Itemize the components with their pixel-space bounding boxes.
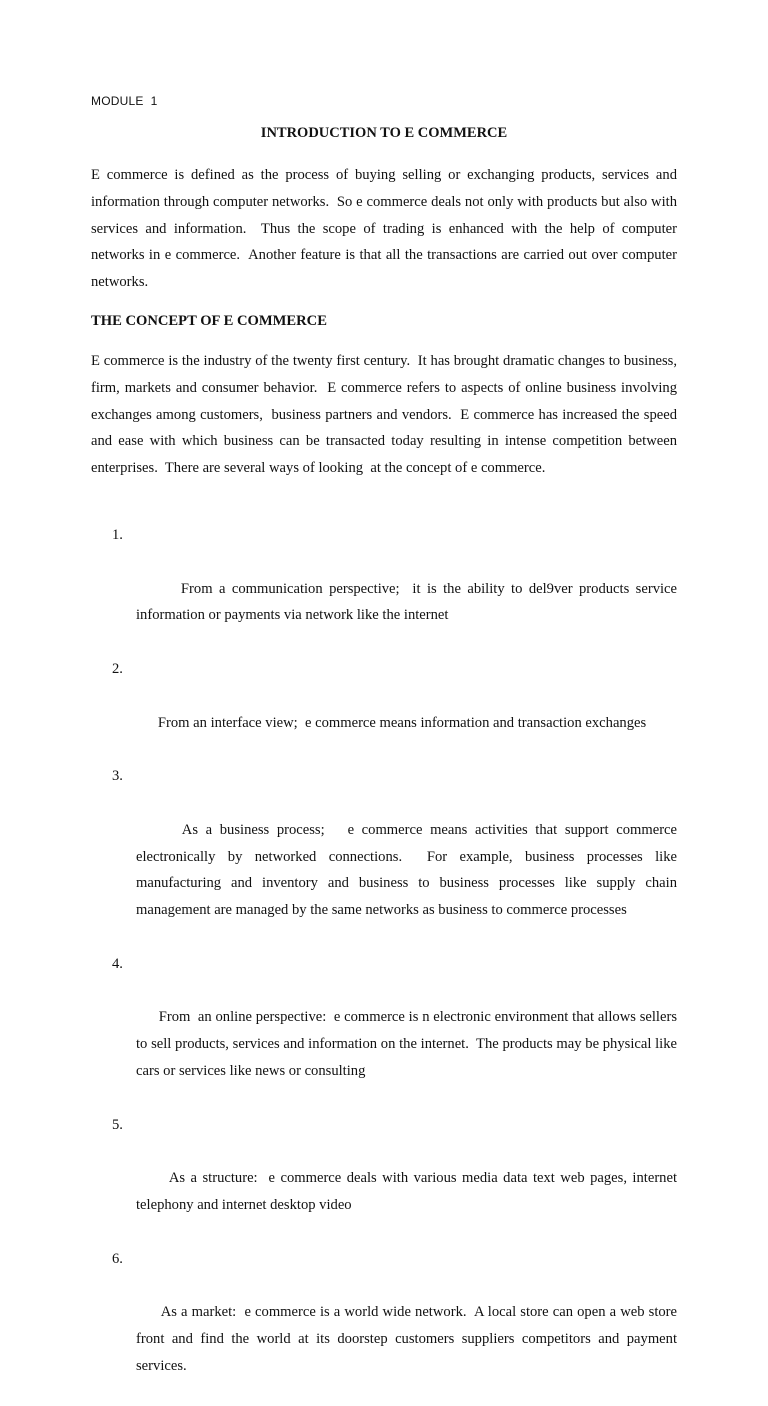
page-title: INTRODUCTION TO E COMMERCE [260,125,508,141]
list-item-text: From a communication perspective; it is the ability to del9ver products service information or payments via network like the internet [136,580,681,624]
list-item [91,522,681,656]
list-item-text: As a structure: e commerce deals with various media data text web pages, internet telephony and internet desktop video [136,1170,681,1213]
list-item [91,951,681,1112]
list-item-text: As a market: e commerce is a world wide network. A local store can open a web store front and find the world at its doorstep customers suppliers competitors and payment services. [136,1304,681,1374]
list-item [91,656,677,763]
list-item-text: From an interface view; e commerce means information and transaction exchanges [157,714,647,731]
list-item-text: As a business process; e commerce means activities that support commerce electronically by networked connections. For example, business processes like manufacturing and inventory and business to business processes like supply chain management are managed by the same networks as business to commerce processes [136,821,681,919]
concept-heading: THE CONCEPT OF E COMMERCE [91,313,327,329]
list-item-number: 6. [112,1250,123,1267]
list-item-number: 5. [112,1116,123,1133]
list-item-number: 2. [112,660,123,677]
list-item [91,1112,681,1246]
module-label: MODULE 1 [91,94,158,108]
concept-paragraph: E commerce is the industry of the twenty first century. It has brought dramatic changes to business, firm, markets and consumer behavior. E commerce refers to aspects of online business involving exchanges among customers, business partners and vendors. E commerce has increased the speed and ease with which business can be transacted today resulting in intense competition between enterprises. There are several ways of looking at the concept of e commerce. [91,353,681,477]
list-item-number: 1. [112,527,123,543]
intro-paragraph: E commerce is defined as the process of buying selling or exchanging products, services and information through computer networks. So e commerce deals not only with products but also with services and information. Thus the scope of trading is enhanced with the help of computer networks in e commerce. Another feature is that all the transactions are carried out over computer networks. [91,167,681,291]
concept-list [91,522,681,1406]
list-item-number: 4. [112,955,123,972]
list-item [91,763,681,951]
list-item-text: From an online perspective: e commerce is n electronic environment that allows sellers to sell products, services and information on the internet. The products may be physical like cars or services like news or consulting [136,1009,681,1079]
document-page [91,0,681,1374]
list-item [91,1246,681,1406]
list-item-number: 3. [112,768,123,785]
